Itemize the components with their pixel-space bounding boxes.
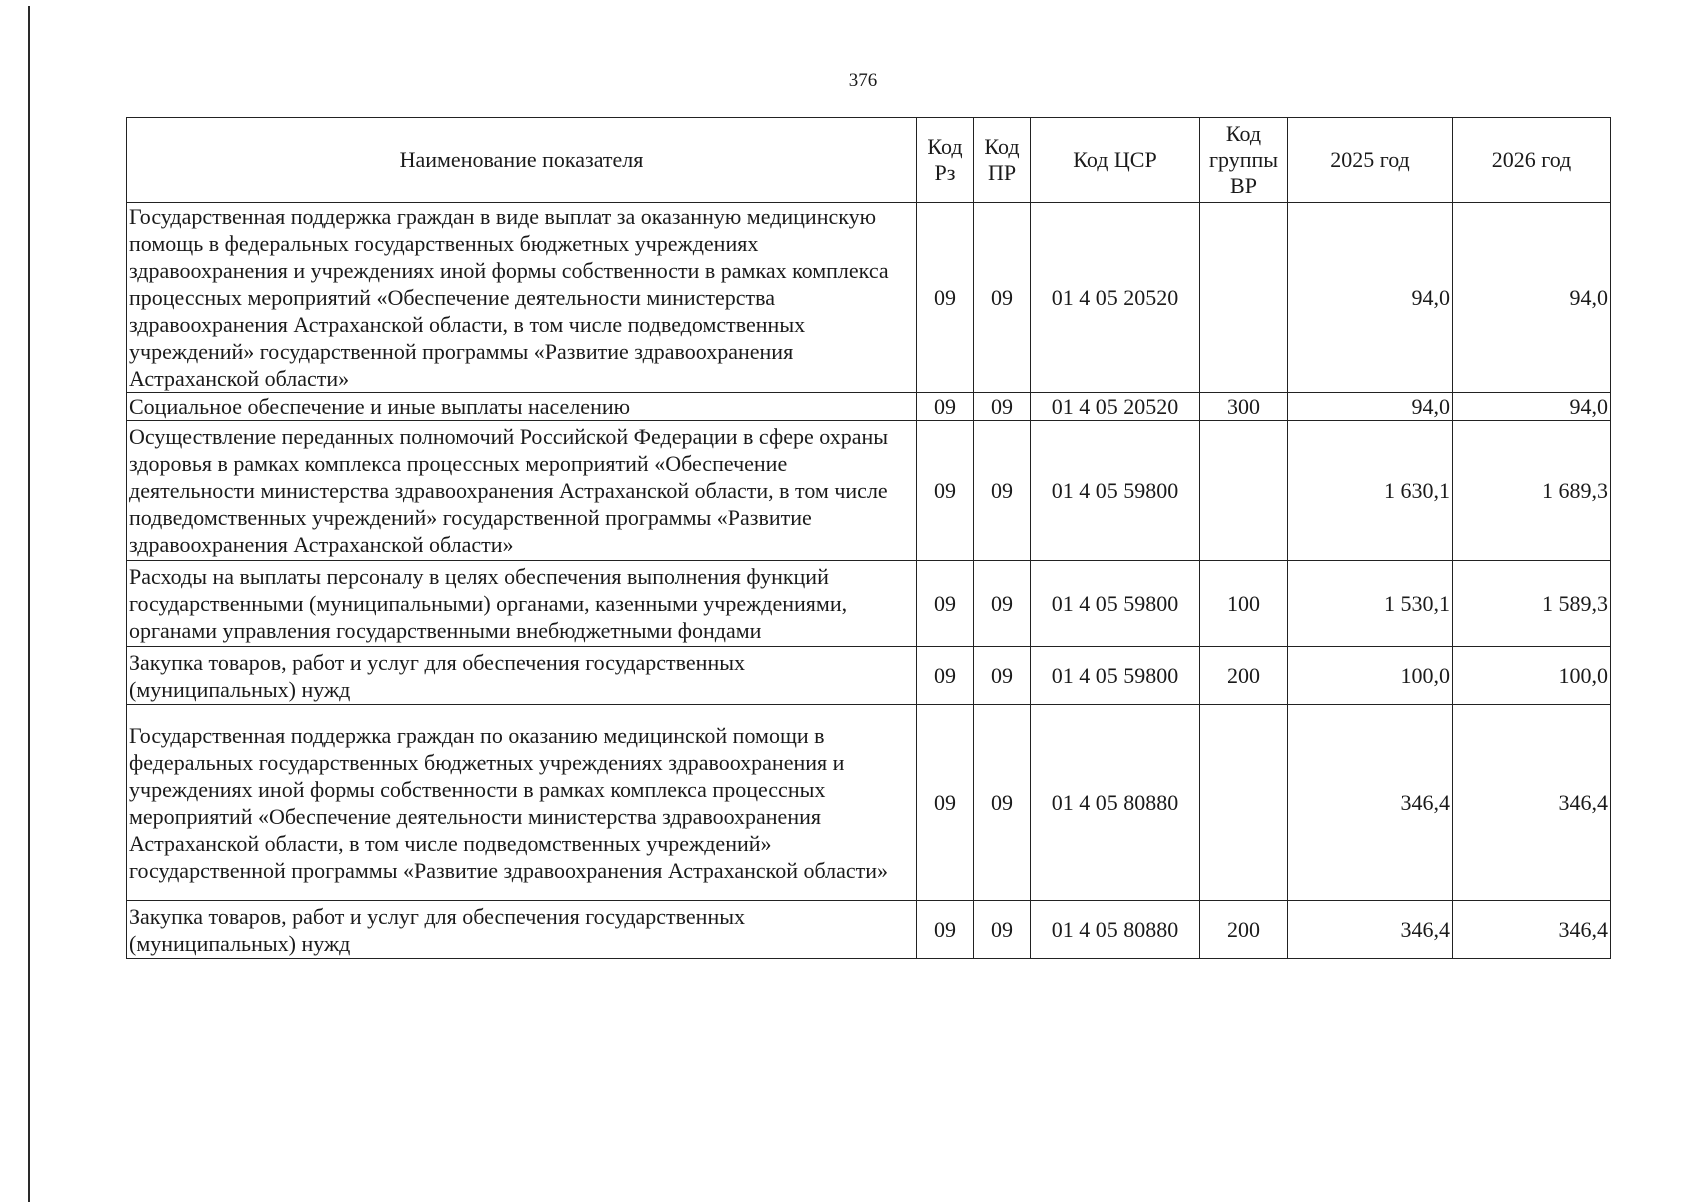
table-row bbox=[127, 203, 1611, 393]
table-row bbox=[127, 421, 1611, 561]
table-row bbox=[127, 901, 1611, 959]
table-body bbox=[127, 203, 1611, 959]
cell-rz: 09 bbox=[917, 393, 974, 421]
cell-rz: 09 bbox=[917, 705, 974, 901]
cell-name: Закупка товаров, работ и услуг для обеспечения государственных (муниципальных) нужд bbox=[127, 901, 917, 959]
header-csr: Код ЦСР bbox=[1031, 118, 1200, 203]
cell-2025: 94,0 bbox=[1288, 393, 1453, 421]
cell-csr: 01 4 05 20520 bbox=[1031, 393, 1200, 421]
cell-pr: 09 bbox=[974, 421, 1031, 561]
cell-vr: 300 bbox=[1200, 393, 1288, 421]
cell-name: Закупка товаров, работ и услуг для обеспечения государственных (муниципальных) нужд bbox=[127, 647, 917, 705]
cell-2025: 1 630,1 bbox=[1288, 421, 1453, 561]
cell-pr: 09 bbox=[974, 901, 1031, 959]
header-name: Наименование показателя bbox=[127, 118, 917, 203]
cell-pr: 09 bbox=[974, 203, 1031, 393]
cell-vr bbox=[1200, 421, 1288, 561]
cell-rz: 09 bbox=[917, 421, 974, 561]
cell-2025: 100,0 bbox=[1288, 647, 1453, 705]
cell-rz: 09 bbox=[917, 203, 974, 393]
cell-csr: 01 4 05 20520 bbox=[1031, 203, 1200, 393]
cell-rz: 09 bbox=[917, 901, 974, 959]
cell-2026: 346,4 bbox=[1453, 901, 1611, 959]
cell-csr: 01 4 05 59800 bbox=[1031, 647, 1200, 705]
header-2025: 2025 год bbox=[1288, 118, 1453, 203]
header-2026: 2026 год bbox=[1453, 118, 1611, 203]
cell-2025: 1 530,1 bbox=[1288, 561, 1453, 647]
header-row bbox=[127, 118, 1611, 203]
cell-2026: 94,0 bbox=[1453, 203, 1611, 393]
header-vr: Код группы ВР bbox=[1200, 118, 1288, 203]
table-row bbox=[127, 705, 1611, 901]
cell-2025: 346,4 bbox=[1288, 705, 1453, 901]
cell-2025: 94,0 bbox=[1288, 203, 1453, 393]
cell-pr: 09 bbox=[974, 705, 1031, 901]
cell-2026: 94,0 bbox=[1453, 393, 1611, 421]
cell-vr: 200 bbox=[1200, 901, 1288, 959]
cell-pr: 09 bbox=[974, 647, 1031, 705]
table-row bbox=[127, 561, 1611, 647]
cell-name: Государственная поддержка граждан по оказанию медицинской помощи в федеральных государственных бюджетных учреждениях здравоохранения и учреждениях иной формы собственности в рамках комплекса процессных мероприятий «Обеспечение деятельности министерства здравоохранения Астраханской области, в том числе подведомственных учреждений» государственной программы «Развитие здравоохранения Астраханской области» bbox=[127, 705, 917, 901]
cell-name: Государственная поддержка граждан в виде выплат за оказанную медицинскую помощь в федеральных государственных бюджетных учреждениях здравоохранения и учреждениях иной формы собственности в рамках комплекса процессных мероприятий «Обеспечение деятельности министерства здравоохранения Астраханской области, в том числе подведомственных учреждений» государственной программы «Развитие здравоохранения Астраханской области» bbox=[127, 203, 917, 393]
cell-2025: 346,4 bbox=[1288, 901, 1453, 959]
cell-name: Социальное обеспечение и иные выплаты населению bbox=[127, 393, 917, 421]
cell-2026: 1 689,3 bbox=[1453, 421, 1611, 561]
cell-csr: 01 4 05 59800 bbox=[1031, 421, 1200, 561]
cell-vr: 100 bbox=[1200, 561, 1288, 647]
table-row bbox=[127, 393, 1611, 421]
cell-2026: 100,0 bbox=[1453, 647, 1611, 705]
page-number: 376 bbox=[848, 70, 878, 91]
cell-pr: 09 bbox=[974, 393, 1031, 421]
cell-csr: 01 4 05 80880 bbox=[1031, 705, 1200, 901]
cell-rz: 09 bbox=[917, 561, 974, 647]
cell-rz: 09 bbox=[917, 647, 974, 705]
cell-csr: 01 4 05 59800 bbox=[1031, 561, 1200, 647]
binding-line bbox=[28, 6, 30, 1202]
table-row bbox=[127, 647, 1611, 705]
cell-pr: 09 bbox=[974, 561, 1031, 647]
cell-vr bbox=[1200, 203, 1288, 393]
header-pr: Код ПР bbox=[974, 118, 1031, 203]
cell-2026: 346,4 bbox=[1453, 705, 1611, 901]
budget-table bbox=[126, 117, 1611, 959]
cell-name: Осуществление переданных полномочий Российской Федерации в сфере охраны здоровья в рамках комплекса процессных мероприятий «Обеспечение деятельности министерства здравоохранения Астраханской области, в том числе подведомственных учреждений» государственной программы «Развитие здравоохранения Астраханской области» bbox=[127, 421, 917, 561]
table-header bbox=[127, 118, 1611, 203]
header-rz: Код Рз bbox=[917, 118, 974, 203]
cell-vr bbox=[1200, 705, 1288, 901]
cell-2026: 1 589,3 bbox=[1453, 561, 1611, 647]
cell-vr: 200 bbox=[1200, 647, 1288, 705]
cell-csr: 01 4 05 80880 bbox=[1031, 901, 1200, 959]
cell-name: Расходы на выплаты персоналу в целях обеспечения выполнения функций государственными (муниципальными) органами, казенными учреждениями, органами управления государственными внебюджетными фондами bbox=[127, 561, 917, 647]
